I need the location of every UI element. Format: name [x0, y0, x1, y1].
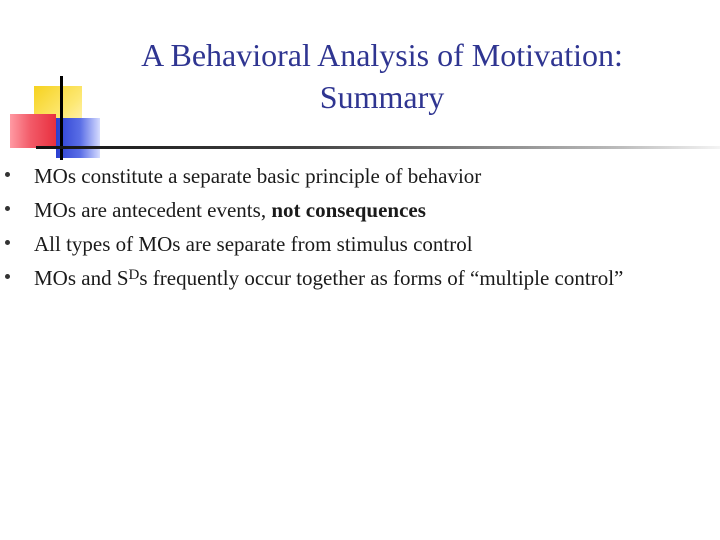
bullet-icon — [5, 172, 10, 177]
bullet-list — [0, 161, 720, 297]
bullet-text: All types of MOs are separate from stimulus control — [34, 232, 473, 256]
bullet-item — [0, 229, 720, 263]
bullet-icon — [5, 206, 10, 211]
bullet-item — [0, 195, 720, 229]
slide-title-line-1: A Behavioral Analysis of Motivation: — [141, 37, 623, 73]
bullet-text: MOs constitute a separate basic principle of behavior — [34, 164, 482, 188]
bullet-item — [0, 263, 720, 297]
bullet-text: MOs are antecedent events, — [34, 198, 272, 222]
bullet-text-emphasis: not consequences — [271, 198, 426, 222]
bullet-item — [0, 161, 720, 195]
title-divider-line — [36, 146, 720, 149]
slide-title-line-2: Summary — [319, 79, 445, 115]
bullet-text: MOs and S — [34, 266, 129, 290]
decorative-red-square — [10, 114, 56, 148]
bullet-text-continuation: s frequently occur together as forms of “multiple control” — [139, 266, 624, 290]
slide-title — [104, 34, 660, 118]
bullet-icon — [5, 274, 10, 279]
discriminative-stimulus-superscript: D — [128, 267, 140, 283]
bullet-icon — [5, 240, 10, 245]
